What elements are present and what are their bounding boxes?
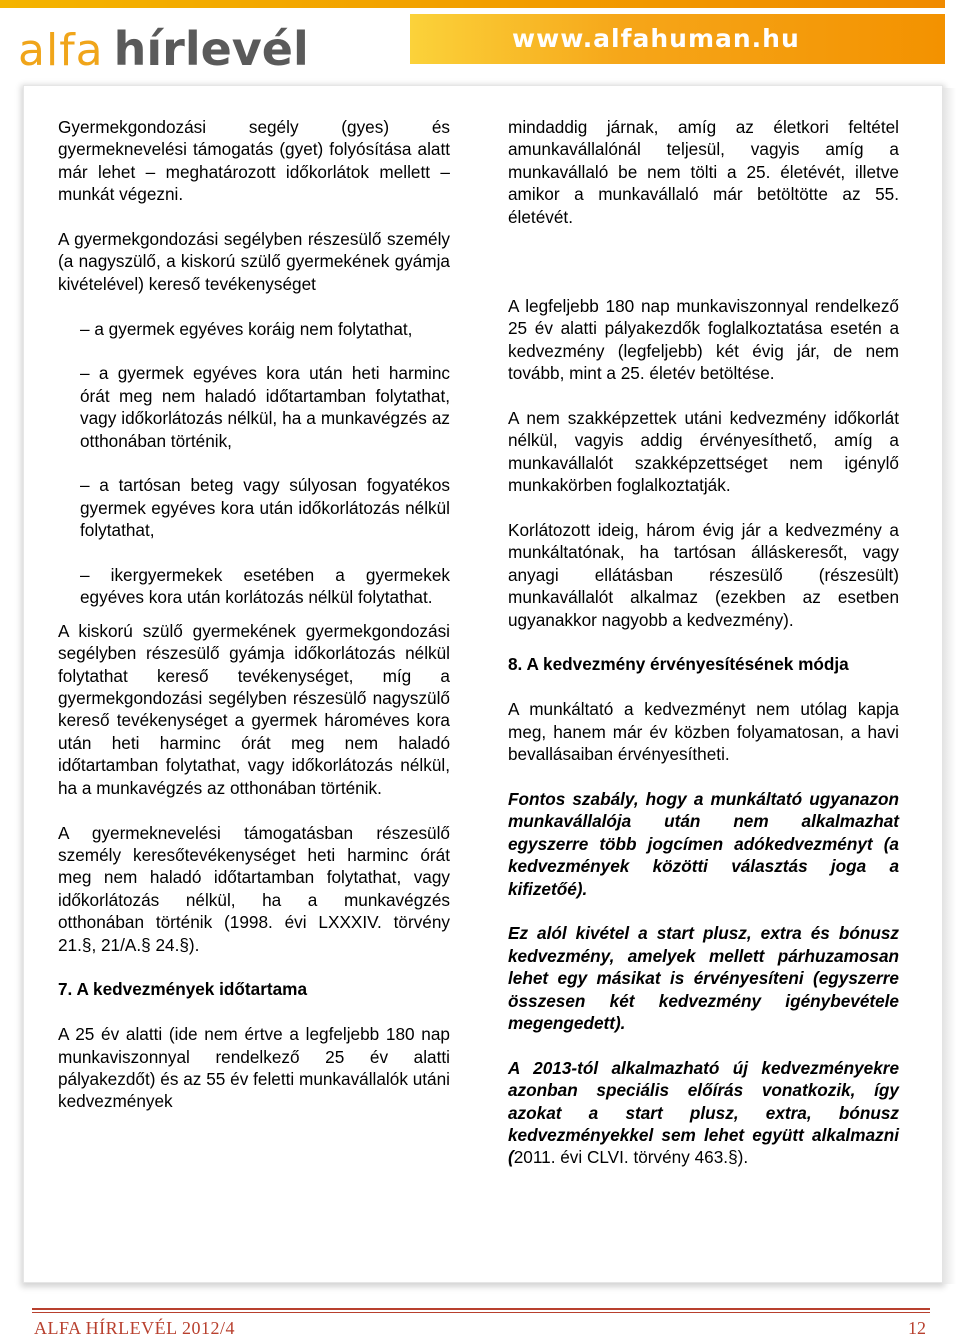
footer-rule-bottom	[32, 1312, 930, 1313]
left-paragraph-3: A kiskorú szülő gyermekének gyermekgondozási segélyben részesülő gyámja időkorlátozás nélkül folytathat kereső tevékenységet, míg a gyermekgondozási segélyben részesülő nagyszülő kereső tevékenységet a gyermek hároméves kora után heti harminc órát meg nem haladó időtartamban folytathat, vagy időkorlátozás nélkül, ha a munkavégzés az otthonában történik.	[58, 620, 450, 798]
right-paragraph-5: A munkáltató a kedvezményt nem utólag kapja meg, hanem már év közben folyamatosan, a havi bevallásaiban érvényesítheti.	[508, 699, 899, 765]
left-paragraph-1: Gyermekgondozási segély (gyes) és gyermeknevelési támogatás (gyet) folyósítása alatt már lehet – meghatározott időkorlátok mellett – munkát végezni.	[58, 117, 450, 205]
right-paragraph-4: Korlátozott ideig, három évig jár a kedvezmény a munkáltatónak, ha tartósan álláskeresőt, vagy anyagi ellátásban részesülő (részesült) munkavállalót alkalmaz (ezekben az esetben ugyanakkor nagyobb a kedvezmény).	[508, 520, 899, 630]
footer-issue-label: ALFA HÍRLEVÉL 2012/4	[34, 1318, 235, 1338]
logo-hirlevel-text: hírlevél	[113, 22, 309, 76]
right-paragraph-8	[508, 1057, 899, 1169]
list-item-3: – a tartósan beteg vagy súlyosan fogyatékos gyermek egyéves kora után időkorlátozás nélkül folytathat,	[80, 475, 450, 541]
right-paragraph-7: Ez alól kivétel a start plusz, extra és bónusz kedvezmény, amelyek mellett párhuzamosan lehet egy másikat is érvényesíteni (egyszerre összesen két kedvezmény igénybevétele megengedett).	[508, 923, 899, 1033]
left-paragraph-2: A gyermekgondozási segélyben részesülő személy (a nagyszülő, a kiskorú szülő gyermekének gyámja kivételével) kereső tevékenységet	[58, 229, 450, 294]
section-heading-8: 8. A kedvezmény érvényesítésének módja	[508, 654, 849, 675]
list-item-2: – a gyermek egyéves kora után heti harminc órát meg nem haladó időtartamban folytathat, vagy időkorlátozás nélkül, ha a munkavégzés az otthonában történik,	[80, 363, 450, 451]
right-paragraph-8-bold: A 2013-tól alkalmazható új kedvezményekre azonban speciális előírás vonatkozik, így azokat a start plusz, extra, bónusz kedvezményekkel sem lehet együtt alkalmazni (	[508, 1057, 899, 1168]
right-paragraph-3: A nem szakképzettek utáni kedvezmény időkorlát nélkül, vagyis addig érvényesíthető, amíg a munkavállalót szakképzettséget nem igénylő munkakörben foglalkoztatják.	[508, 408, 899, 496]
list-item-4: – ikergyermekek esetében a gyermekek egyéves kora után korlátozás nélkül folytathat.	[80, 565, 450, 608]
right-paragraph-2: A legfeljebb 180 nap munkaviszonnyal rendelkező 25 év alatti pályakezdők foglalkoztatása esetén a kedvezmény (legfeljebb) két évig jár, de nem tovább, mint a 25. életév betöltése.	[508, 296, 899, 384]
website-url[interactable]: www.alfahuman.hu	[512, 24, 800, 53]
section-heading-7: 7. A kedvezmények időtartama	[58, 979, 308, 1000]
left-paragraph-4: A gyermeknevelési támogatásban részesülő személy keresőtevékenységet heti harminc órát meg nem haladó időtartamban folytathat, vagy időkorlátozás nélkül, ha a munkavégzés otthonában történik (1998. évi LXXXIV. törvény 21.§, 21/A.§ 24.§).	[58, 822, 450, 955]
right-paragraph-1: mindaddig járnak, amíg az életkori feltétel amunkavállalónál teljesül, vagyis amíg a munkavállaló be nem tölti a 25. életévét, illetve amikor a munkavállaló már betöltötte az 55. életévét.	[508, 117, 899, 227]
panel-shadow	[942, 88, 956, 1284]
right-paragraph-6: Fontos szabály, hogy a munkáltató ugyanazon munkavállalója után nem alkalmazhat egyszerre több jogcímen adókedvezményt (a kedvezmények közötti választás joga a kifizetőé).	[508, 788, 899, 899]
footer-rule-top	[32, 1308, 930, 1310]
header-banner	[0, 0, 945, 76]
page-number: 12	[908, 1318, 926, 1338]
logo-alfa-text: alfa	[18, 25, 104, 76]
right-column	[508, 116, 899, 1191]
left-column	[58, 116, 450, 1135]
list-item-1: – a gyermek egyéves koráig nem folytathat,	[80, 318, 413, 339]
left-paragraph-5: A 25 év alatti (ide nem értve a legfeljebb 180 nap munkaviszonnyal rendelkező 25 év alatti pályakezdőt) és az 55 év feletti munkavállalók utáni kedvezmények	[58, 1024, 450, 1112]
right-paragraph-8-citation: 2011. évi CLVI. törvény 463.§).	[513, 1147, 749, 1168]
alfa-hirlevel-logo	[18, 6, 309, 76]
